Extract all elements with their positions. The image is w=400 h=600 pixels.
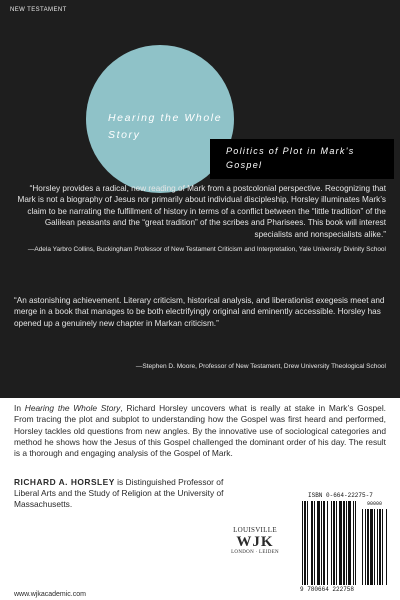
- endorsement-quote-1: “Horsley provides a radical, new reading of Mark from a postcolonial perspective. Recognizing that Mark is not a biography of Jesus nor primarily about individual discipleship, Horsley illuminates Mark’s claim to be narrating the fulfillment of history in terms of a conflict between the “little tradition” of the Galilean peasants and the “great tradition” of the scribes and Pharisees. This book will interest specialists and nonspecialists alike.”: [17, 184, 386, 239]
- publisher-cities: LONDON · LEIDEN: [231, 550, 279, 555]
- barcode-bar: [323, 501, 325, 585]
- barcode-bar: [353, 501, 354, 585]
- barcode-bar: [304, 501, 306, 585]
- barcode-number: 9 780664 222758: [300, 586, 355, 593]
- author-bio: [14, 477, 224, 510]
- book-description: [14, 403, 386, 459]
- barcode-addon-bar: [365, 509, 366, 585]
- book-subtitle: Politics of Plot in Mark's Gospel: [226, 146, 355, 170]
- publisher-website: www.wjkacademic.com: [14, 591, 86, 598]
- barcode-icon: [300, 501, 390, 585]
- barcode-bar: [355, 501, 356, 585]
- barcode-bar: [336, 501, 337, 585]
- barcode-addon-bar: [362, 509, 363, 585]
- barcode-bar: [339, 501, 342, 585]
- description-text: , Richard Horsley uncovers what is really at stake in Mark’s Gospel. From tracing the plot and subplot to understanding how the Gospel was first heard and performed, Horsley tackles old questions from new angles. By the innovative use of sociological categories and method he shows how the Jesus of this Gospel challenged the dominant order of his day. The result is a thorough and engaging analysis of the Gospel of Mark.: [14, 403, 387, 459]
- barcode-addon-bar: [379, 509, 381, 585]
- barcode-bar: [327, 501, 328, 585]
- barcode-addon-bar: [374, 509, 375, 585]
- endorsement-quote-2: “An astonishing achievement. Literary criticism, historical analysis, and liberationist exegesis meet and merge in a book that manages to be both electrifyingly original and eminently accessible. Horsley has opened up a genuinely new chapter in Markan criticism.”: [14, 296, 385, 328]
- barcode-bar: [331, 501, 332, 585]
- isbn-label: ISBN 0-664-22275-7: [308, 492, 373, 499]
- barcode-bar: [302, 501, 303, 585]
- description-book-title: Hearing the Whole Story: [24, 403, 121, 413]
- barcode-bar: [317, 501, 320, 585]
- barcode: [300, 501, 390, 593]
- barcode-addon-bar: [382, 509, 383, 585]
- author-name: RICHARD A. HORSLEY: [14, 477, 115, 487]
- endorsement-attribution-2: —Stephen D. Moore, Professor of New Testament, Drew University Theological School: [135, 363, 386, 370]
- publisher-city: LOUISVILLE: [233, 526, 277, 534]
- barcode-bar: [343, 501, 345, 585]
- book-title: Hearing the Whole Story: [108, 112, 223, 141]
- endorsement-attribution-1: —Adela Yarbro Collins, Buckingham Professor of New Testament Criticism and Interpretation, Yale University Divinity School: [27, 246, 386, 253]
- barcode-bar: [346, 501, 347, 585]
- barcode-bar: [333, 501, 335, 585]
- price-code: 90000: [367, 501, 383, 507]
- description-lead: In: [14, 403, 25, 413]
- publisher-logo: [222, 526, 288, 555]
- category-label: NEW TESTAMENT: [10, 7, 67, 13]
- barcode-addon-bar: [367, 509, 369, 585]
- publisher-mark: WJK: [236, 534, 274, 550]
- subtitle-box: [210, 139, 394, 179]
- barcode-bar: [311, 501, 313, 585]
- barcode-bar: [348, 501, 351, 585]
- barcode-bar: [307, 501, 308, 585]
- barcode-addon-bar: [377, 509, 378, 585]
- cover-bottom-panel: [0, 398, 400, 600]
- barcode-addon-bar: [386, 509, 387, 585]
- author-bio-text: is Distinguished Professor of Liberal Arts and the Study of Religion at the University of Massachusetts.: [14, 477, 224, 509]
- barcode-bar: [321, 501, 322, 585]
- barcode-bar: [314, 501, 315, 585]
- barcode-addon-bar: [370, 509, 373, 585]
